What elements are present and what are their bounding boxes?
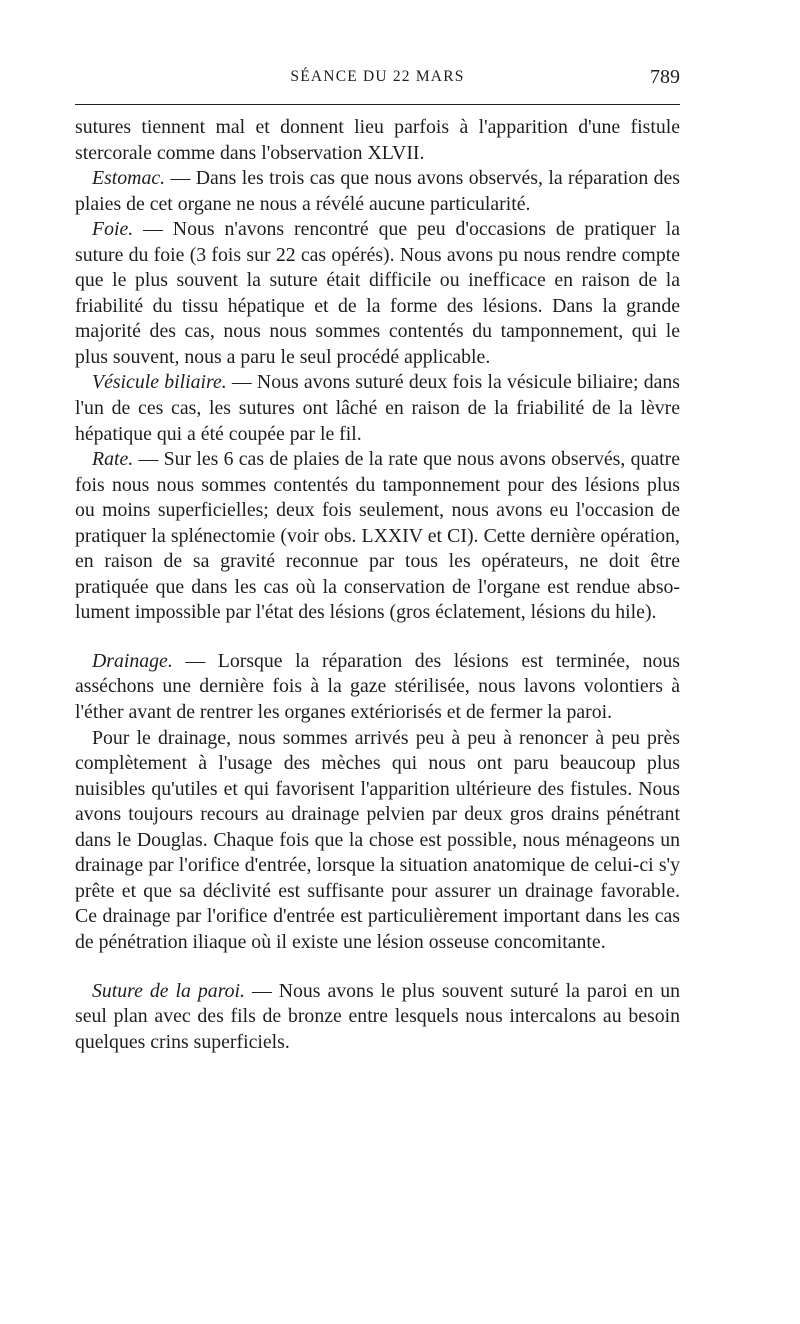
paragraph-text: — Nous avons le plus souvent suturé la paroi en un seul plan avec des fils de bronze entre lesquels nous intercalons au besoin quelques crins superficiels. xyxy=(75,979,680,1053)
paragraph-text: sutures tiennent mal et donnent lieu parfois à l'apparition d'une fistule stercorale comme dans l'observation XLVII. xyxy=(75,116,680,164)
paragraph-drainage xyxy=(75,649,680,726)
paragraph-lead: Drainage. xyxy=(92,649,173,672)
paragraph-text: — Lorsque la réparation des lésions est terminée, nous asséchons une dernière fois à la gaze stérilisée, nous lavons volontiers à l'éther avant de rentrer les organes extériorisés et de fermer la paroi. xyxy=(75,649,680,724)
paragraph-continuation xyxy=(75,115,680,166)
paragraph-rate xyxy=(75,447,680,626)
paragraph-lead: Foie. xyxy=(92,218,134,241)
body-text xyxy=(75,115,680,1055)
paragraph-text: — Nous avons suturé deux fois la vésicule biliaire; dans l'un de ces cas, les sutures ont lâché en raison de la friabilité de la lèvre hépatique qui a été coupée par le fil. xyxy=(75,371,680,445)
paragraph-text: — Nous n'avons rencontré que peu d'occasions de pratiquer la suture du foie (3 fois sur 22 cas opérés). Nous avons pu nous rendre compte que le plus souvent la suture était difficile ou inefficace en raison de la friabilité du tissu hépatique et de la forme des lésions. Dans la grande majorité des cas, nous nous sommes contentés du tamponnement, qui le plus souvent, nous a paru le seul procédé applicable. xyxy=(75,218,680,368)
paragraph-suture-paroi xyxy=(75,979,680,1056)
paragraph-text: Pour le drainage, nous sommes arrivés peu à peu à renoncer à peu près complètement à l'usage des mèches qui nous ont paru beaucoup plus nuisibles qu'utiles et qui favorisent l'apparition ultérieure des fistules. Nous avons toujours recours au drainage pelvien par deux gros drains pénétrant dans le Douglas. Chaque fois que la chose est possible, nous ménageons un drainage par l'orifice d'entrée, lorsque la situation anatomique de celui-ci s'y prête et que sa déclivité est suffisante pour assurer un drainage favorable. Ce drainage par l'orifice d'entrée est particulièrement important dans les cas de pénétration iliaque où il existe une lésion osseuse concomitante. xyxy=(75,726,680,953)
header-rule xyxy=(75,104,680,105)
paragraph-lead: Suture de la paroi. xyxy=(92,979,245,1002)
paragraph-foie xyxy=(75,217,680,370)
paragraph-lead: Vésicule biliaire. xyxy=(92,371,227,394)
paragraph-lead: Estomac. xyxy=(92,167,166,190)
running-head: SÉANCE DU 22 MARS xyxy=(290,68,465,85)
paragraph-estomac xyxy=(75,166,680,217)
page-number: 789 xyxy=(650,66,680,88)
paragraph-vesicule-biliaire xyxy=(75,370,680,447)
paragraph-drainage-detail xyxy=(75,726,680,956)
paragraph-text: — Sur les 6 cas de plaies de la rate que nous avons observés, quatre fois nous nous sommes contentés du tamponnement pour des lésions plus ou moins superficielles; deux fois seulement, nous avons eu l'occasion de pratiquer la splénectomie (voir obs. LXXIV et CI). Cette dernière opération, en raison de sa gravité reconnue par tous les opérateurs, ne doit être pratiquée que dans les cas où la conservation de l'organe est rendue absolument impossible par l'état des lésions (gros éclatement, lésions du hile). xyxy=(75,448,680,624)
page-header xyxy=(75,64,680,92)
paragraph-lead: Rate. xyxy=(92,448,134,471)
paragraph-text: — Dans les trois cas que nous avons observés, la réparation des plaies de cet organe ne nous a révélé aucune particularité. xyxy=(75,167,680,215)
